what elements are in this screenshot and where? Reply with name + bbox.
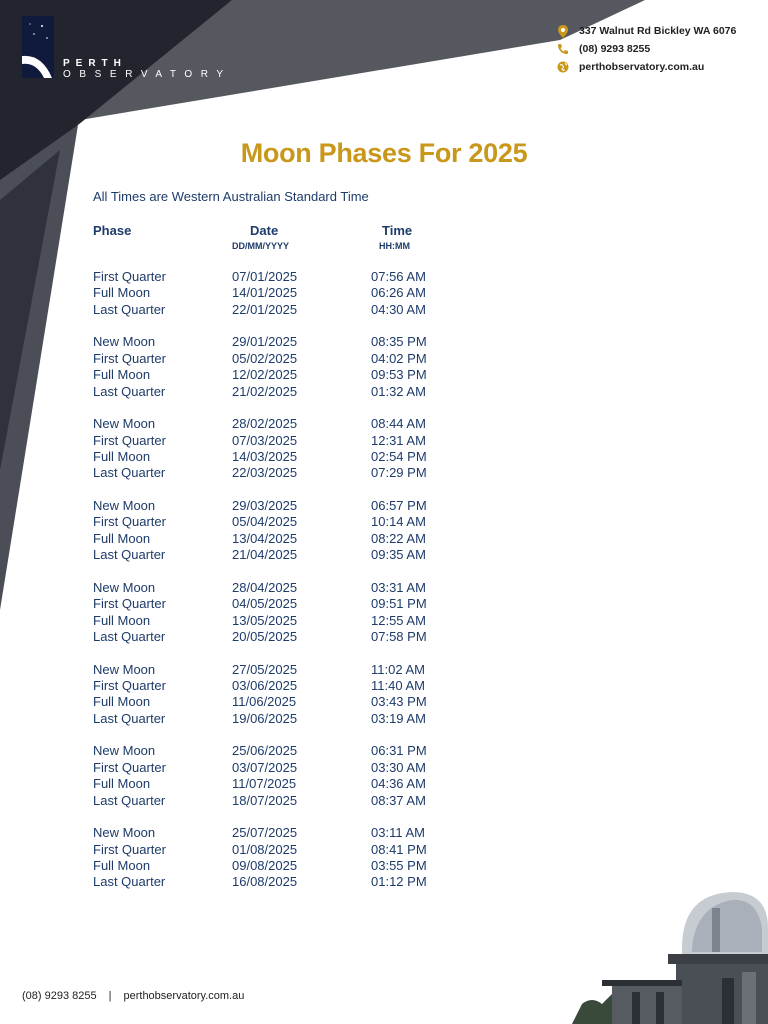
time-cell: 03:43 PM: [371, 694, 427, 710]
date-cell: 07/01/2025: [232, 269, 298, 284]
time-cell: 08:35 PM: [371, 334, 427, 350]
time-cell: 02:54 PM: [371, 449, 427, 464]
date-cell: 14/01/2025: [232, 285, 298, 301]
phase-cell: First Quarter: [93, 269, 166, 284]
date-cell: 19/06/2025: [232, 710, 298, 726]
table-row: [0, 449, 500, 465]
table-row: [0, 285, 500, 301]
table-row: [0, 580, 500, 596]
contact-website: [556, 58, 736, 76]
phase-cell: Last Quarter: [93, 710, 166, 726]
date-cell: 12/02/2025: [232, 367, 298, 383]
table-row: [0, 531, 500, 547]
table-row: [0, 351, 500, 367]
phase-cell: Last Quarter: [93, 301, 166, 317]
date-cell: 29/01/2025: [232, 334, 298, 350]
phase-cell: Full Moon: [93, 612, 151, 628]
contact-phone: [556, 40, 736, 58]
phase-cell: Last Quarter: [93, 547, 166, 563]
phase-cell: Last Quarter: [93, 465, 166, 481]
footer-phone[interactable]: (08) 9293 8255: [22, 990, 97, 1002]
time-cell: 04:02 PM: [371, 350, 427, 366]
table-row: [0, 302, 500, 318]
phase-cell: Full Moon: [93, 694, 151, 710]
phase-cell: Full Moon: [93, 530, 151, 546]
table-row: [0, 760, 500, 776]
table-row: [0, 743, 500, 759]
date-cell: 22/03/2025: [232, 465, 298, 481]
phase-cell: Last Quarter: [93, 383, 166, 399]
table-row: [0, 433, 500, 449]
time-cell: 09:53 PM: [371, 367, 427, 383]
timezone-note: All Times are Western Australian Standard Time: [93, 189, 369, 204]
phase-cell: New Moon: [93, 579, 156, 595]
time-cell: 12:31 AM: [371, 432, 426, 448]
date-cell: 04/05/2025: [232, 596, 298, 612]
phase-cell: Last Quarter: [93, 874, 166, 890]
table-row: [0, 678, 500, 694]
time-cell: 01:12 PM: [371, 874, 427, 890]
phase-cell: First Quarter: [93, 596, 166, 612]
table-row: [0, 874, 500, 890]
footer: [22, 990, 244, 1002]
time-cell: 08:22 AM: [371, 530, 426, 546]
table-row: [0, 334, 500, 350]
phase-cell: Full Moon: [93, 858, 151, 873]
phase-cell: Last Quarter: [93, 792, 166, 808]
table-row: [0, 465, 500, 481]
time-cell: 08:41 PM: [371, 841, 427, 857]
date-cell: 13/05/2025: [232, 612, 298, 628]
table-row: [0, 498, 500, 514]
page-title: Moon Phases For 2025: [240, 138, 528, 168]
table-row: [0, 842, 500, 858]
brand-line-1: PERTH: [63, 58, 127, 69]
time-cell: 11:40 AM: [371, 678, 425, 693]
date-cell: 07/03/2025: [232, 432, 298, 448]
table-row: [0, 629, 500, 645]
table-row: [0, 547, 500, 563]
date-cell: 05/04/2025: [232, 514, 298, 530]
map-pin-icon: [556, 24, 570, 38]
date-cell: 28/02/2025: [232, 416, 298, 432]
phase-cell: First Quarter: [93, 514, 166, 530]
footer-website[interactable]: perthobservatory.com.au: [123, 990, 245, 1002]
date-cell: 09/08/2025: [232, 858, 298, 873]
table-row: [0, 613, 500, 629]
table-row: [0, 269, 500, 285]
table-row: [0, 858, 500, 874]
phase-cell: Full Moon: [93, 449, 151, 464]
phase-cell: First Quarter: [93, 841, 166, 857]
table-row: [0, 776, 500, 792]
date-cell: 21/04/2025: [232, 547, 298, 563]
date-cell: 25/06/2025: [232, 743, 298, 759]
date-cell: 27/05/2025: [232, 661, 298, 677]
date-cell: 28/04/2025: [232, 579, 298, 595]
observatory-logo: [22, 16, 54, 78]
date-cell: 03/06/2025: [232, 678, 298, 693]
phase-cell: New Moon: [93, 498, 156, 513]
time-cell: 03:30 AM: [371, 759, 426, 775]
time-cell: 07:58 PM: [371, 629, 427, 644]
phase-cell: Full Moon: [93, 285, 151, 301]
time-cell: 08:37 AM: [371, 792, 426, 808]
time-cell: 08:44 AM: [371, 416, 426, 432]
header-time: Time: [382, 223, 413, 238]
time-cell: 04:30 AM: [371, 301, 426, 317]
time-cell: 06:31 PM: [371, 743, 427, 759]
table-row: [0, 825, 500, 841]
phase-cell: First Quarter: [93, 678, 166, 693]
time-cell: 07:56 AM: [371, 269, 426, 284]
website-link[interactable]: perthobservatory.com.au: [579, 61, 705, 73]
address-text: 337 Walnut Rd Bickley WA 6076: [579, 25, 737, 37]
table-row: [0, 793, 500, 809]
time-cell: 06:26 AM: [371, 285, 426, 301]
header-phase: Phase: [93, 223, 132, 238]
date-cell: 25/07/2025: [232, 825, 298, 841]
date-cell: 03/07/2025: [232, 759, 298, 775]
contact-info: [556, 22, 736, 76]
phase-cell: Full Moon: [93, 367, 151, 383]
date-cell: 11/06/2025: [232, 694, 297, 710]
brand-name: [63, 58, 232, 80]
time-cell: 11:02 AM: [371, 661, 425, 677]
table-row: [0, 662, 500, 678]
date-cell: 18/07/2025: [232, 792, 298, 808]
date-cell: 13/04/2025: [232, 530, 298, 546]
phase-cell: First Quarter: [93, 350, 166, 366]
time-cell: 09:51 PM: [371, 596, 427, 612]
phase-cell: Full Moon: [93, 776, 151, 792]
globe-icon: [556, 60, 570, 74]
date-cell: 05/02/2025: [232, 350, 298, 366]
time-cell: 03:55 PM: [371, 858, 427, 873]
date-cell: 20/05/2025: [232, 629, 298, 644]
phase-cell: New Moon: [93, 334, 156, 350]
date-cell: 22/01/2025: [232, 301, 298, 317]
time-cell: 03:19 AM: [371, 710, 426, 726]
time-cell: 06:57 PM: [371, 498, 427, 513]
phase-cell: New Moon: [93, 661, 156, 677]
phase-cell: Last Quarter: [93, 629, 166, 644]
time-cell: 07:29 PM: [371, 465, 427, 481]
table-row: [0, 694, 500, 710]
time-cell: 03:31 AM: [371, 579, 426, 595]
table-row: [0, 514, 500, 530]
table-row: [0, 384, 500, 400]
phase-cell: New Moon: [93, 825, 156, 841]
phase-cell: First Quarter: [93, 432, 166, 448]
time-cell: 04:36 AM: [371, 776, 426, 792]
phase-cell: New Moon: [93, 416, 156, 432]
phase-cell: First Quarter: [93, 759, 166, 775]
date-cell: 11/07/2025: [232, 776, 297, 792]
table-row: [0, 596, 500, 612]
date-cell: 14/03/2025: [232, 449, 298, 464]
phone-text[interactable]: (08) 9293 8255: [579, 43, 651, 55]
observatory-building-image: [572, 888, 768, 1024]
time-cell: 12:55 AM: [371, 612, 426, 628]
date-cell: 29/03/2025: [232, 498, 298, 513]
table-row: [0, 416, 500, 432]
date-cell: 21/02/2025: [232, 383, 298, 399]
phase-cell: New Moon: [93, 743, 156, 759]
time-cell: 01:32 AM: [371, 383, 426, 399]
date-cell: 16/08/2025: [232, 874, 298, 890]
time-cell: 09:35 AM: [371, 547, 426, 563]
table-row: [0, 367, 500, 383]
time-cell: 10:14 AM: [371, 514, 426, 530]
header-date-format: DD/MM/YYYY: [232, 241, 290, 251]
phone-icon: [556, 42, 570, 56]
table-row: [0, 711, 500, 727]
header-date: Date: [250, 223, 279, 238]
date-cell: 01/08/2025: [232, 841, 298, 857]
contact-address: [556, 22, 736, 40]
footer-separator: |: [108, 990, 112, 1002]
brand-line-2: OBSERVATORY: [63, 69, 232, 80]
header-time-format: HH:MM: [379, 241, 410, 251]
time-cell: 03:11 AM: [371, 825, 425, 841]
